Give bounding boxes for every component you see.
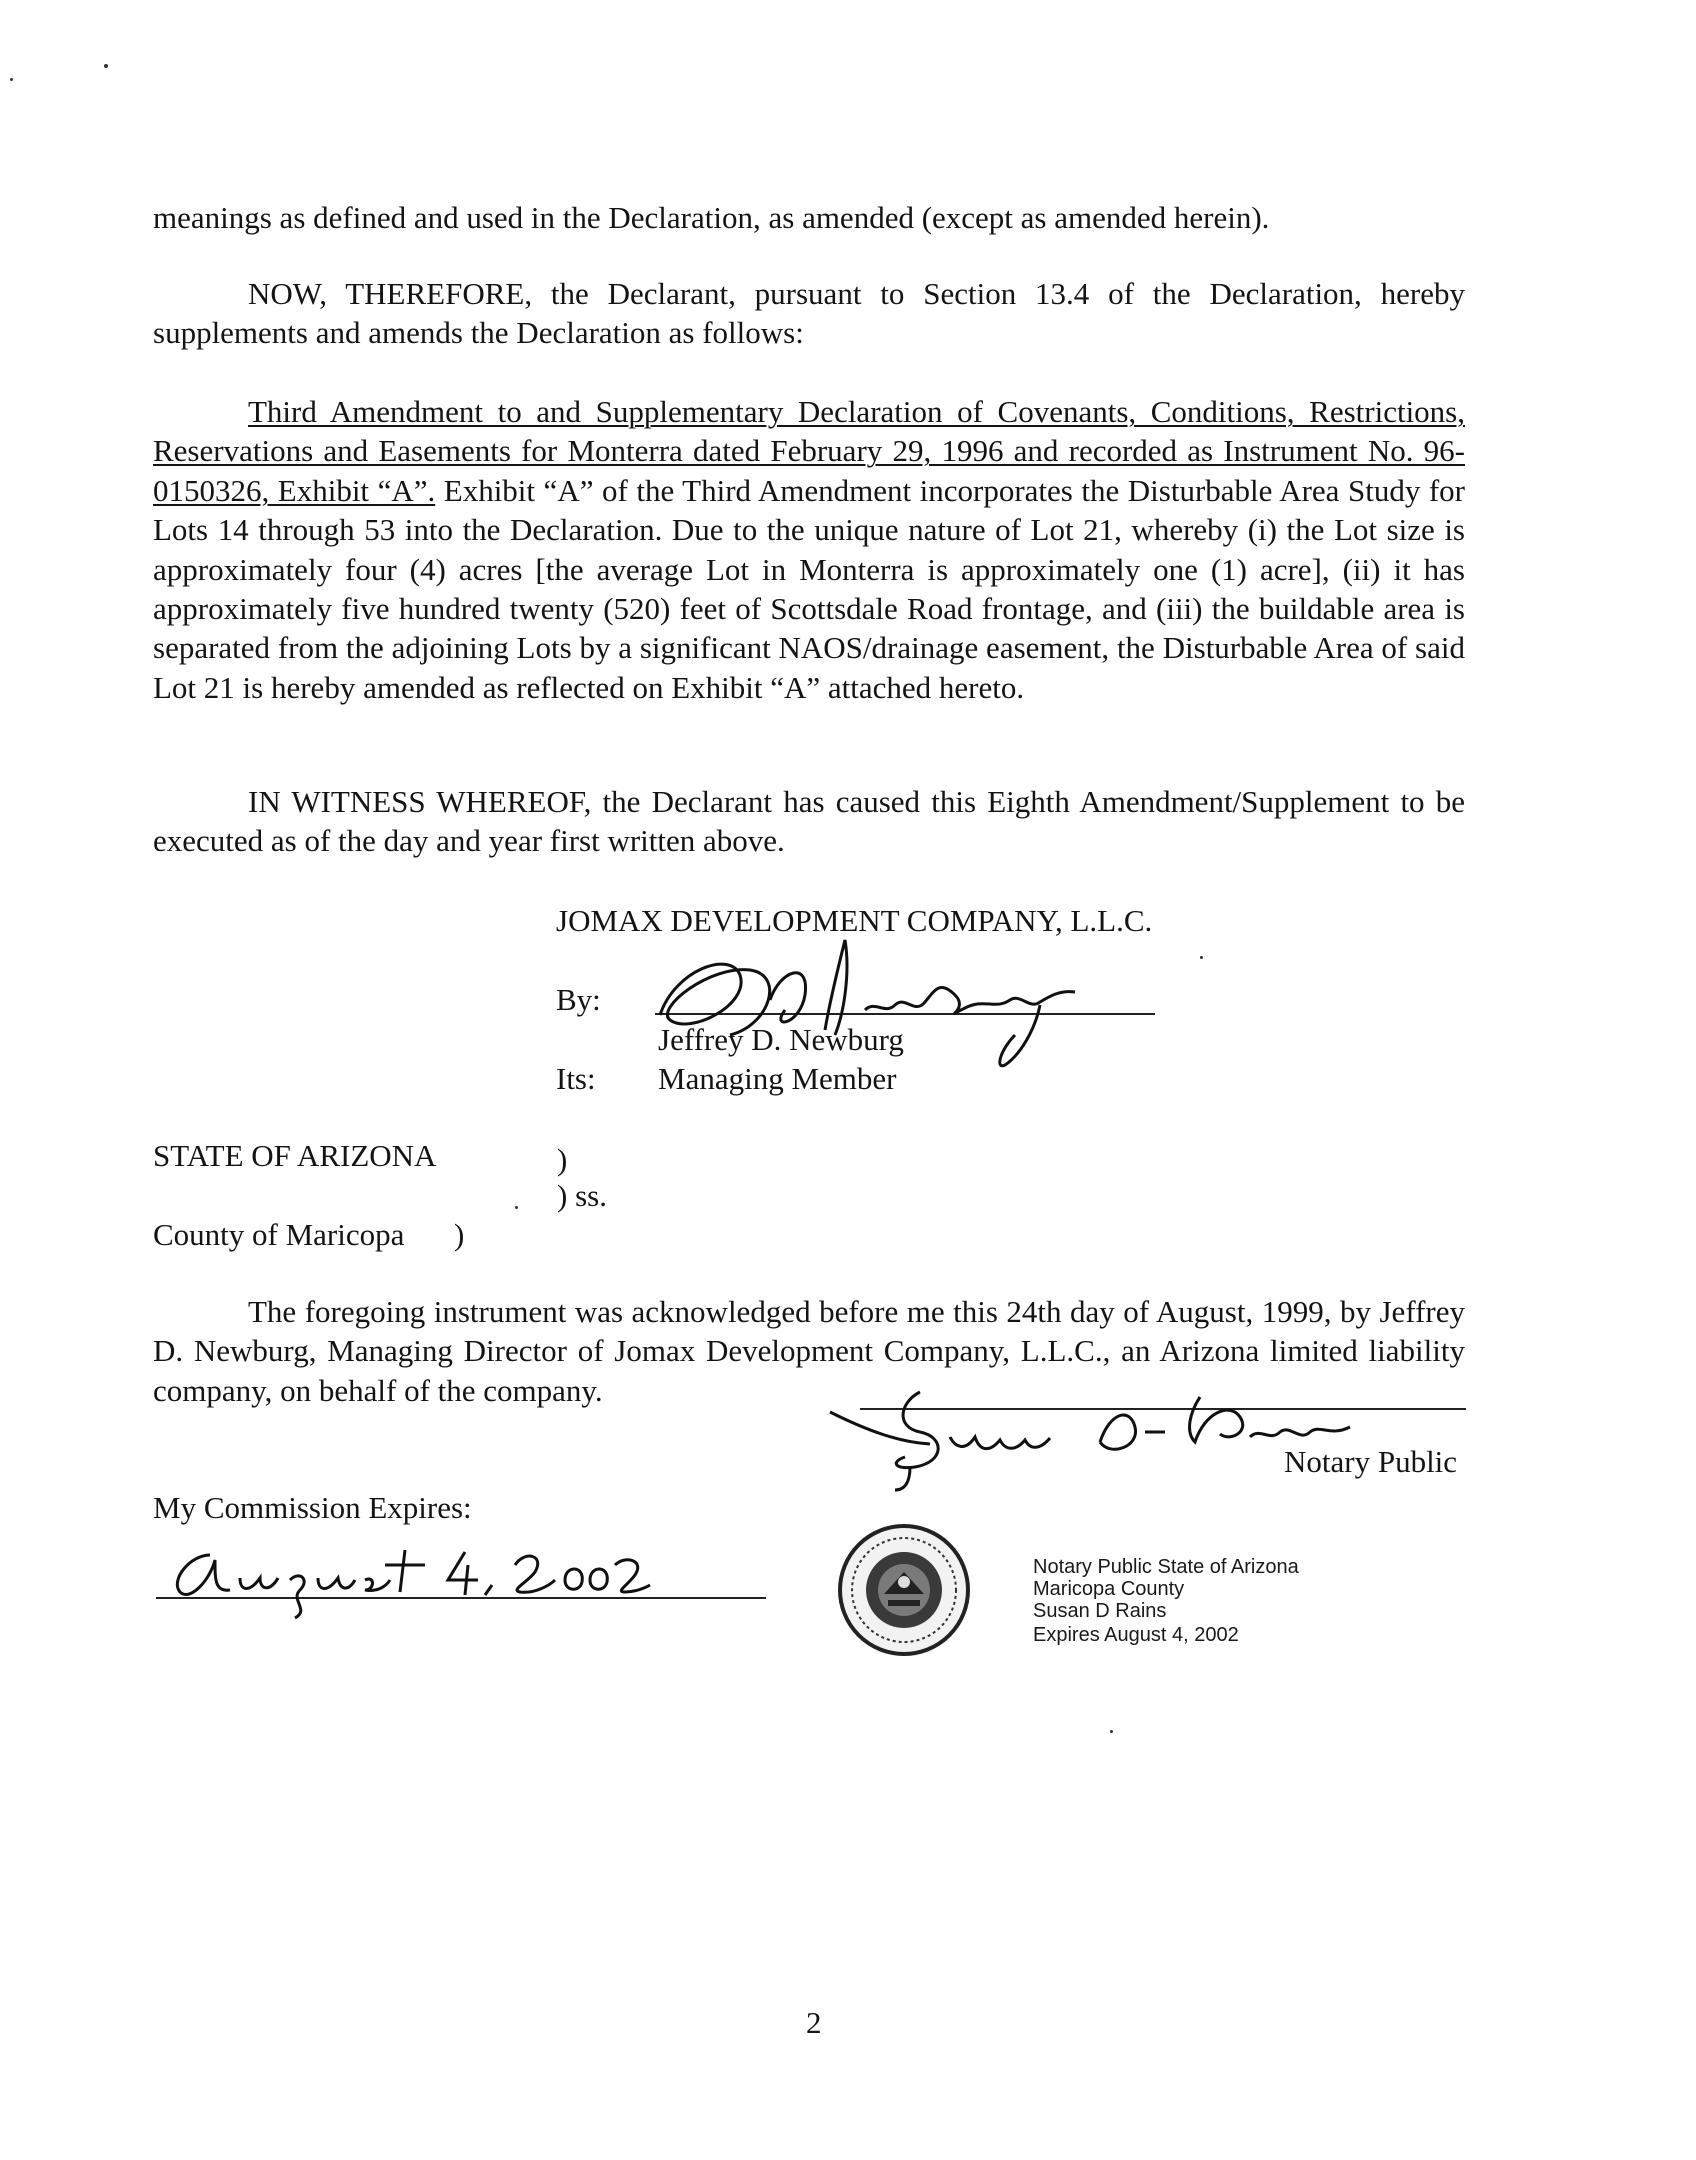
amendment-body: Exhibit “A” of the Third Amendment incorporates the Disturbable Area Study for Lots 14 through 53 into the Declaration. Due to the unique nature of Lot 21, whereby (i) the Lot size is approximately four (4) acres [the average Lot in Monterra is approximately one (1) acre], (ii) it has approximately five hundred twenty (520) feet of Scottsdale Road frontage, and (iii) the buildable area is separated from the adjoining Lots by a significant NAOS/drainage easement, the Disturbable Area of said Lot 21 is hereby amended as reflected on Exhibit “A” attached hereto. [153,472,1465,705]
now-therefore-text: NOW, THEREFORE, the Declarant, pursuant to Section 13.4 of the Declaration, hereby supplements and amends the Declaration as follows: [153,276,1465,351]
its-label: Its: [556,1061,596,1096]
notary-seal-icon [836,1522,972,1658]
scan-speck [515,1206,518,1209]
scan-speck [1110,1730,1113,1733]
venue-paren: ) [454,1217,465,1252]
scan-speck [1200,956,1203,959]
company-name: JOMAX DEVELOPMENT COMPANY, L.L.C. [556,903,1153,938]
seal-line: Notary Public State of Arizona [1033,1556,1299,1578]
scan-speck [10,78,13,81]
commission-label: My Commission Expires: [153,1490,472,1525]
witness-text: IN WITNESS WHEREOF, the Declarant has caused this Eighth Amendment/Supplement to be executed as of the day and year first written above. [153,784,1465,859]
venue-ss: ) ss. [557,1178,607,1213]
by-label: By: [556,982,601,1017]
venue-state: STATE OF ARIZONA [153,1138,437,1173]
commission-date-handwritten [160,1540,660,1620]
notary-public-label: Notary Public [1284,1444,1458,1479]
seal-line: Maricopa County [1033,1578,1185,1600]
page-number: 2 [806,2005,822,2040]
now-therefore-paragraph [153,274,1465,353]
seal-line: Susan D Rains [1033,1600,1167,1622]
signer-name: Jeffrey D. Newburg [658,1022,904,1057]
amendment-reference: Third Amendment to and Supplementary Declaration of Covenants, Conditions, Restrictions, Reservations and Easements for Monterra dated February 29, 1996 and recorded as Instrument No. 96-0150326, Exhibit “A”. [153,394,1465,508]
acknowledgment-text: The foregoing instrument was acknowledged before me this 24th day of August, 1999, by Jeffrey D. Newburg, Managing Director of Jomax Development Company, L.L.C., an Arizona limited liability company, on behalf of the company. [153,1294,1465,1408]
rains-signature [810,1372,1390,1492]
signer-title: Managing Member [658,1061,897,1096]
amendment-paragraph [153,392,1465,707]
venue-county: County of Maricopa [153,1217,405,1252]
witness-paragraph [153,782,1465,861]
continuation-paragraph: meanings as defined and used in the Declaration, as amended (except as amended herein). [153,200,1270,235]
seal-line: Expires August 4, 2002 [1033,1624,1239,1646]
newburg-signature [620,930,1100,1080]
scan-speck [104,64,108,68]
venue-paren: ) [557,1142,568,1177]
